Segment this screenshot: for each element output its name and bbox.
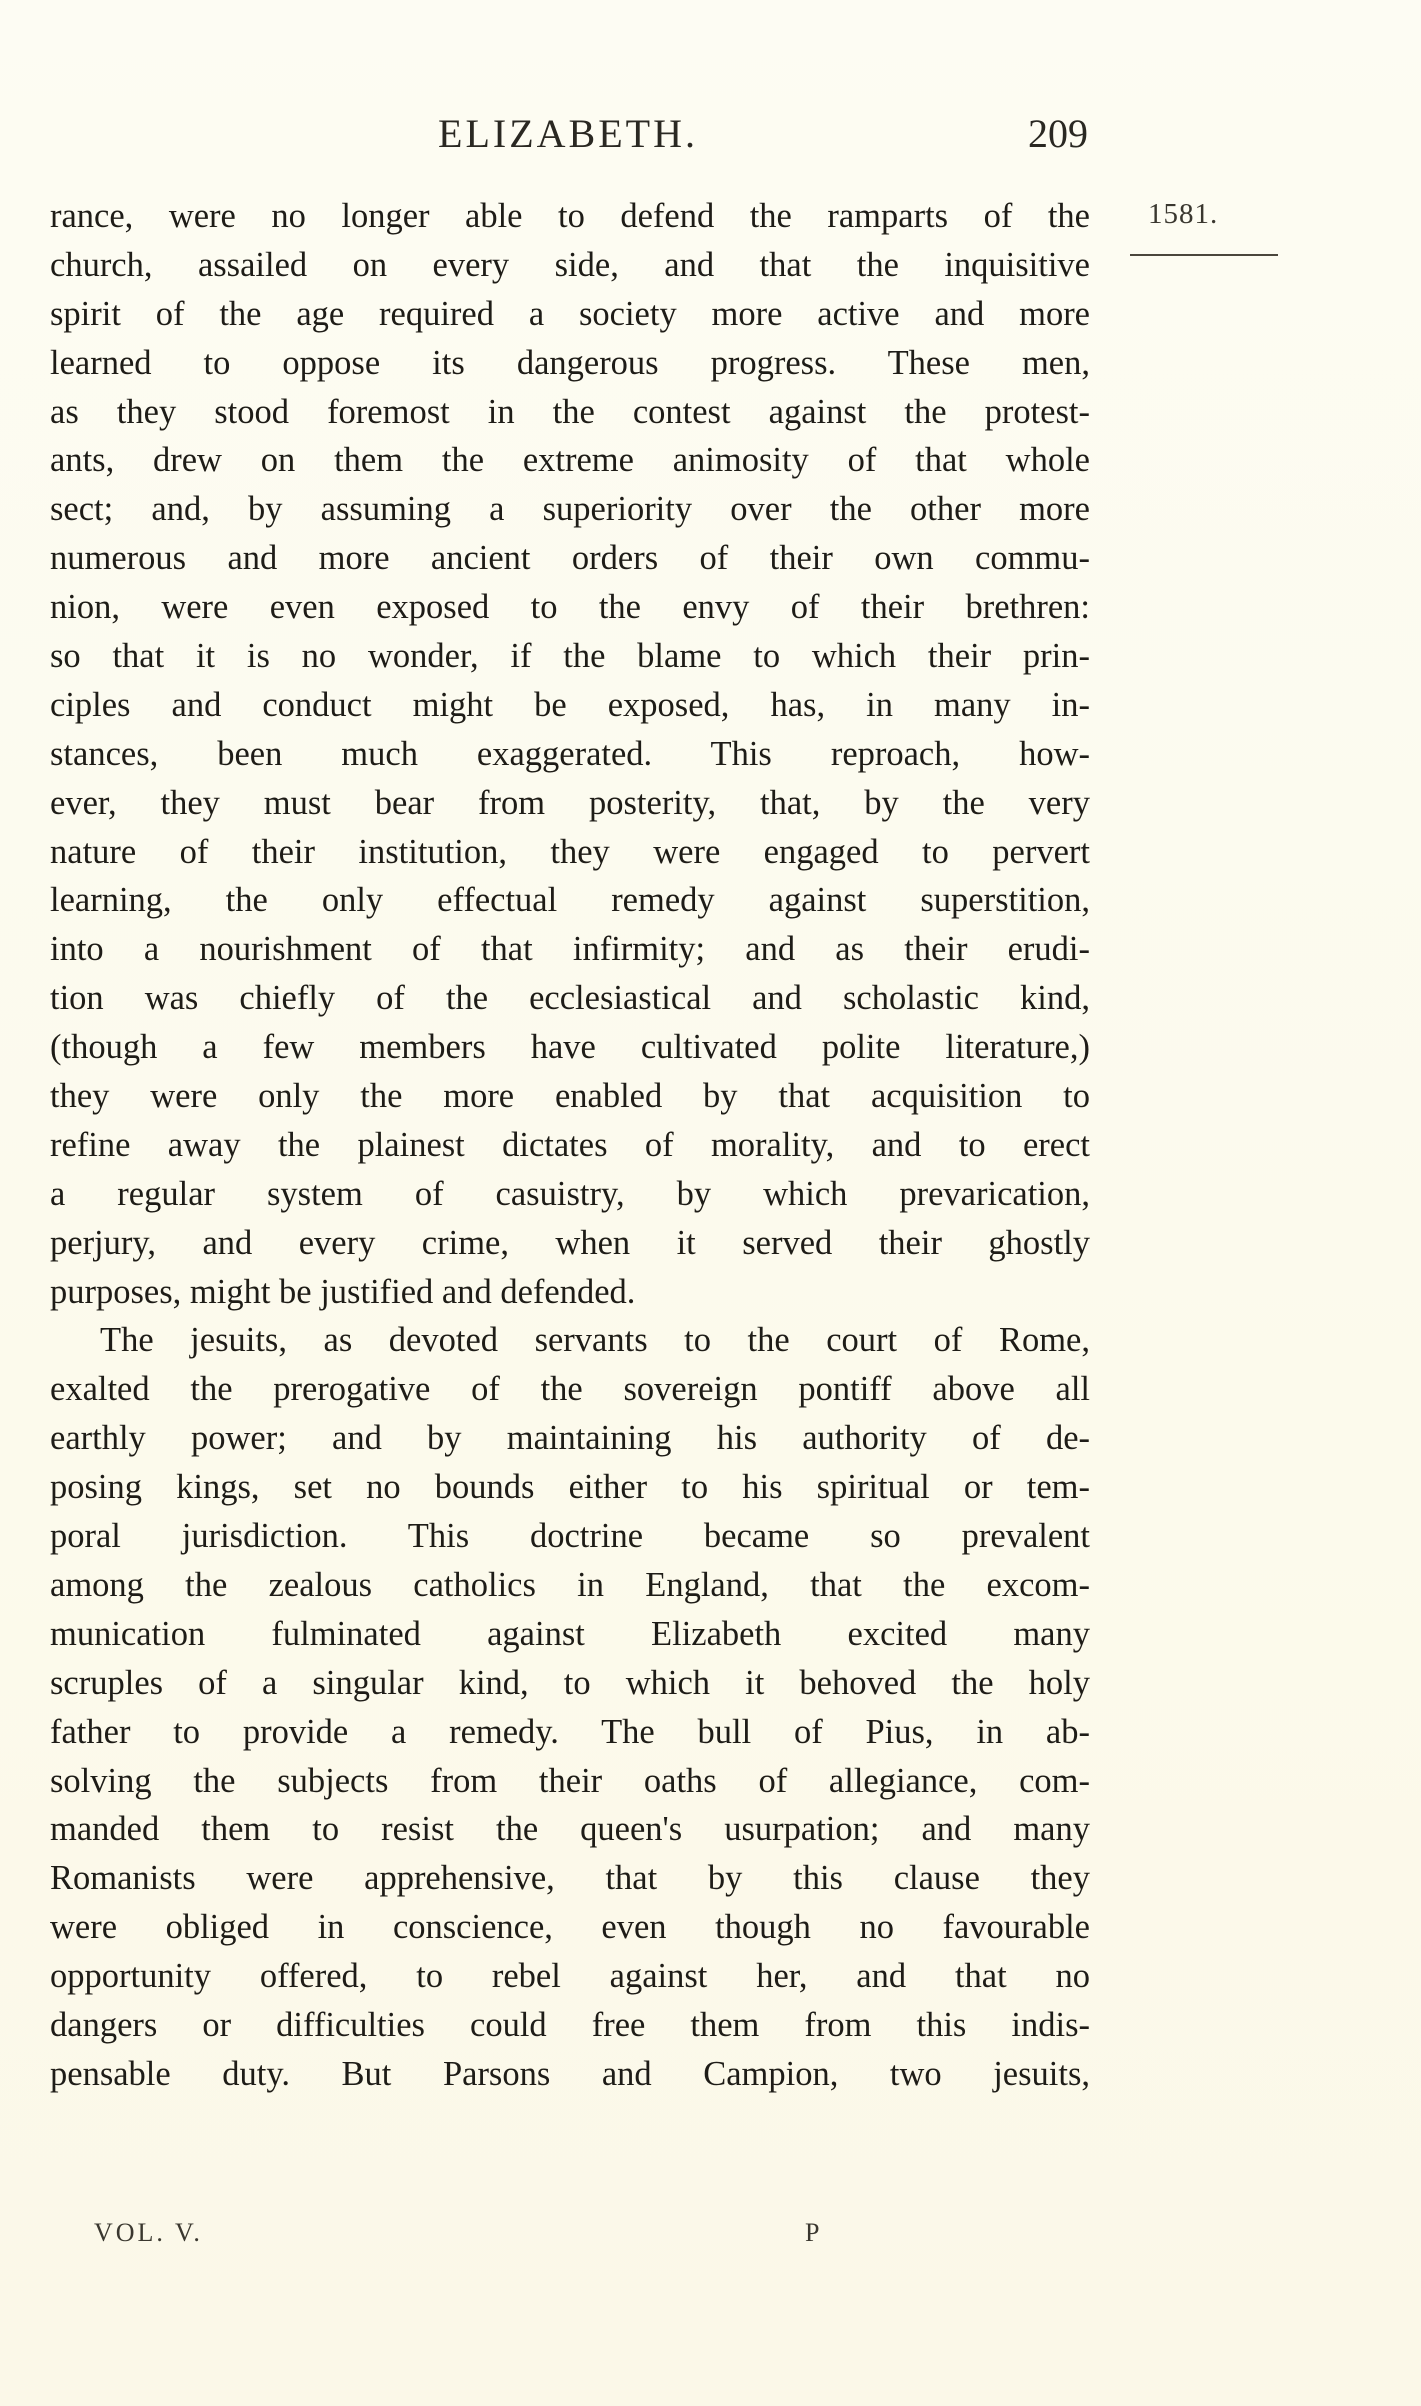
text-line: manded them to resist the queen's usurpation; and many <box>50 1810 1090 1849</box>
text-line: (though a few members have cultivated polite literature,) <box>50 1028 1090 1067</box>
signature-mark: P <box>805 2218 820 2247</box>
text-line: nion, were even exposed to the envy of their brethren: <box>50 588 1090 627</box>
text-line: posing kings, set no bounds either to his spiritual or tem- <box>50 1468 1090 1507</box>
text-line: numerous and more ancient orders of their own commu- <box>50 539 1090 578</box>
text-line: a regular system of casuistry, by which prevarication, <box>50 1174 1090 1213</box>
text-line: poral jurisdiction. This doctrine became so prevalent <box>50 1517 1090 1556</box>
text-line: they were only the more enabled by that acquisition to <box>50 1077 1090 1116</box>
text-line: purposes, might be justified and defended. <box>50 1272 636 1311</box>
text-line: ants, drew on them the extreme animosity of that whole <box>50 441 1090 480</box>
text-line: Romanists were apprehensive, that by this clause they <box>50 1859 1090 1898</box>
text-line: ever, they must bear from posterity, that, by the very <box>50 783 1090 822</box>
text-line: solving the subjects from their oaths of allegiance, com- <box>50 1761 1090 1800</box>
text-line: father to provide a remedy. The bull of Pius, in ab- <box>50 1712 1090 1751</box>
page-footer <box>50 2218 1090 2258</box>
text-line: dangers or difficulties could free them from this indis- <box>50 2005 1090 2044</box>
text-line: exalted the prerogative of the sovereign pontiff above all <box>50 1370 1090 1409</box>
text-line: stances, been much exaggerated. This reproach, how- <box>50 734 1090 773</box>
text-line: sect; and, by assuming a superiority over the other more <box>50 490 1090 529</box>
text-line: were obliged in conscience, even though no favourable <box>50 1908 1090 1947</box>
body-text <box>50 192 1090 2099</box>
text-line: nature of their institution, they were engaged to pervert <box>50 832 1090 871</box>
paragraph-start-line: The jesuits, as devoted servants to the court of Rome, <box>100 1321 1090 1360</box>
text-line: so that it is no wonder, if the blame to which their prin- <box>50 637 1090 676</box>
text-line: into a nourishment of that infirmity; and as their erudi- <box>50 930 1090 969</box>
text-line: scruples of a singular kind, to which it behoved the holy <box>50 1663 1090 1702</box>
text-line: learning, the only effectual remedy against superstition, <box>50 881 1090 920</box>
volume-label: VOL. V. <box>94 2218 203 2247</box>
page-number: 209 <box>1028 111 1088 156</box>
text-line: rance, were no longer able to defend the ramparts of the <box>50 197 1090 235</box>
text-line: as they stood foremost in the contest against the protest- <box>50 392 1090 431</box>
margin-year-note: 1581. <box>1148 198 1219 230</box>
running-title: ELIZABETH. <box>438 111 698 156</box>
text-line: ciples and conduct might be exposed, has, in many in- <box>50 685 1090 724</box>
text-line: munication fulminated against Elizabeth excited many <box>50 1614 1090 1653</box>
text-line: opportunity offered, to rebel against her, and that no <box>50 1957 1090 1996</box>
text-line: among the zealous catholics in England, that the excom- <box>50 1565 1090 1604</box>
text-line: refine away the plainest dictates of morality, and to erect <box>50 1125 1090 1164</box>
text-line: tion was chiefly of the ecclesiastical and scholastic kind, <box>50 979 1090 1018</box>
text-line: perjury, and every crime, when it served their ghostly <box>50 1223 1090 1262</box>
text-line: spirit of the age required a society more active and more <box>50 294 1090 333</box>
text-line: church, assailed on every side, and that the inquisitive <box>50 245 1090 284</box>
margin-rule <box>1130 254 1278 256</box>
page-header <box>48 110 1088 170</box>
text-line: earthly power; and by maintaining his authority of de- <box>50 1419 1090 1458</box>
text-line: learned to oppose its dangerous progress. These men, <box>50 343 1090 382</box>
text-line: pensable duty. But Parsons and Campion, two jesuits, <box>50 2054 1090 2093</box>
